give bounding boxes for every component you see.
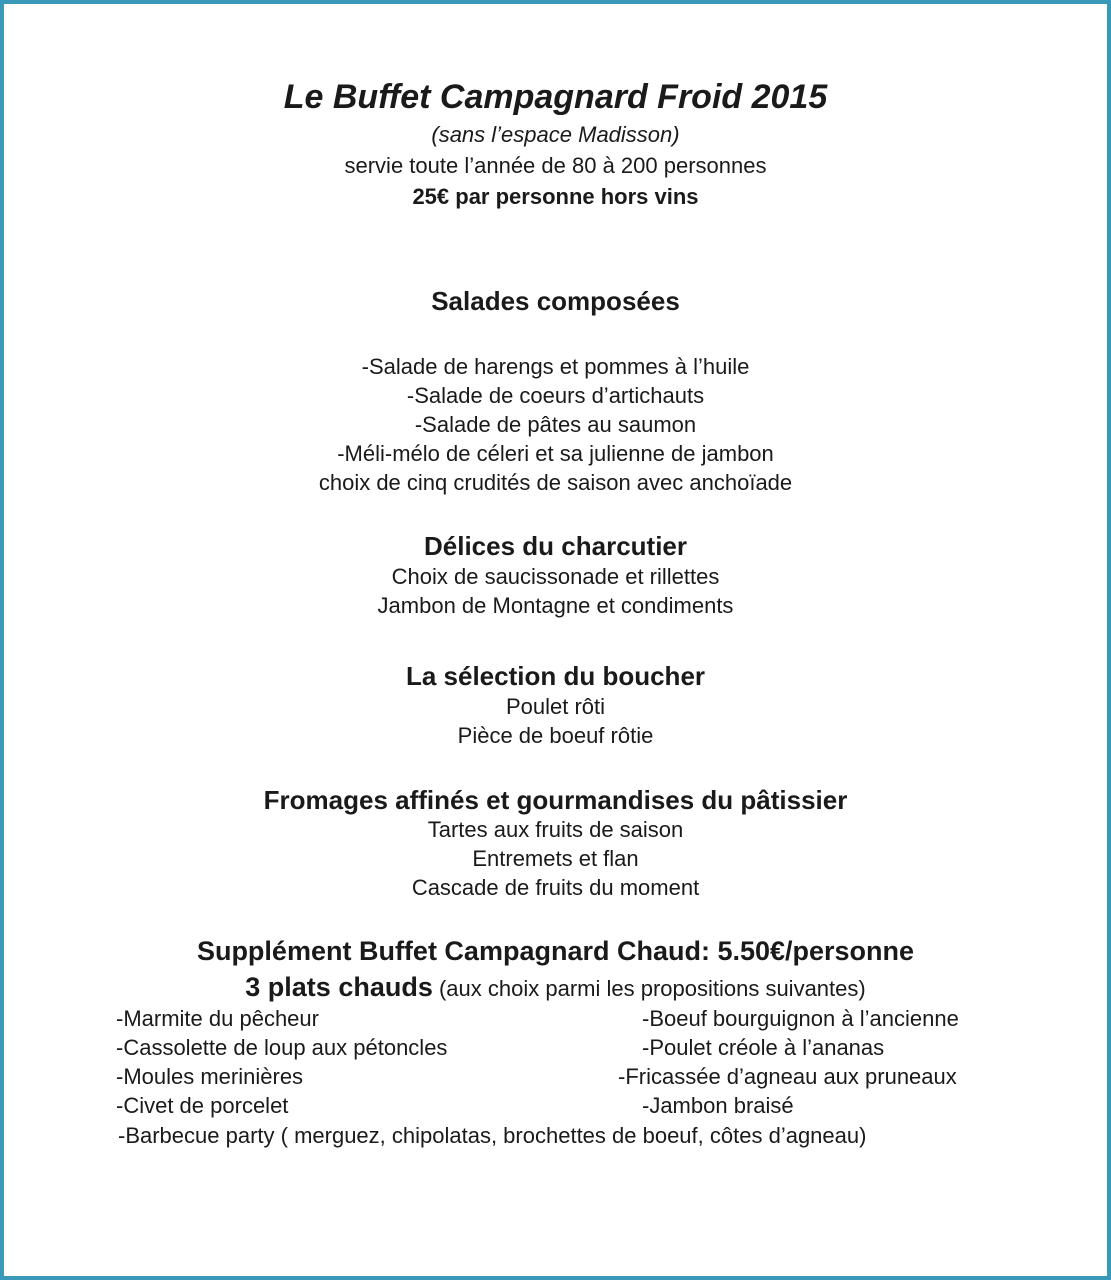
list-item: Entremets et flan [472,846,639,871]
supplement-heading: Supplément Buffet Campagnard Chaud: 5.50€/personne [196,936,915,966]
section-heading-fromages: Fromages affinés et gourmandises du pâtissier [263,785,848,815]
service-info: servie toute l’année de 80 à 200 personnes [344,153,767,178]
left-dish-item: -Marmite du pêcheur [116,1006,319,1031]
menu-title: Le Buffet Campagnard Froid 2015 [283,78,828,116]
left-dish-item: -Cassolette de loup aux pétoncles [116,1035,448,1060]
list-item: Pièce de boeuf rôtie [457,723,654,748]
section-heading-salades: Salades composées [431,286,680,316]
list-item: Choix de saucissonade et rillettes [391,564,720,589]
list-item: Tartes aux fruits de saison [427,817,684,842]
right-dish-item: -Jambon braisé [642,1093,794,1118]
list-item: -Salade de harengs et pommes à l’huile [361,354,750,379]
menu-subtitle: (sans l’espace Madisson) [431,122,680,147]
list-item: -Salade de coeurs d’artichauts [406,383,705,408]
list-item: -Salade de pâtes au saumon [414,412,697,437]
price-info: 25€ par personne hors vins [412,184,699,209]
left-dish-item: -Civet de porcelet [116,1093,289,1118]
list-item: choix de cinq crudités de saison avec anchoïade [318,470,793,495]
list-item: Cascade de fruits du moment [411,875,700,900]
left-dish-item: -Moules merinières [116,1064,304,1089]
barbecue-item: -Barbecue party ( merguez, chipolatas, brochettes de boeuf, côtes d’agneau) [118,1123,867,1148]
right-dish-item: -Poulet créole à l’ananas [642,1035,885,1060]
right-dish-item: -Boeuf bourguignon à l’ancienne [642,1006,959,1031]
section-heading-charcutier: Délices du charcutier [424,531,687,561]
right-dish-item: -Fricassée d’agneau aux pruneaux [618,1064,957,1089]
plats-chauds-label: 3 plats chauds [245,972,433,1002]
list-item: Jambon de Montagne et condiments [377,593,734,618]
plats-chauds-note: (aux choix parmi les propositions suivantes) [432,976,866,1001]
plats-chauds-line [4,972,1107,1003]
section-heading-boucher: La sélection du boucher [405,661,706,691]
list-item: -Méli-mélo de céleri et sa julienne de jambon [337,441,774,466]
list-item: Poulet rôti [505,694,606,719]
